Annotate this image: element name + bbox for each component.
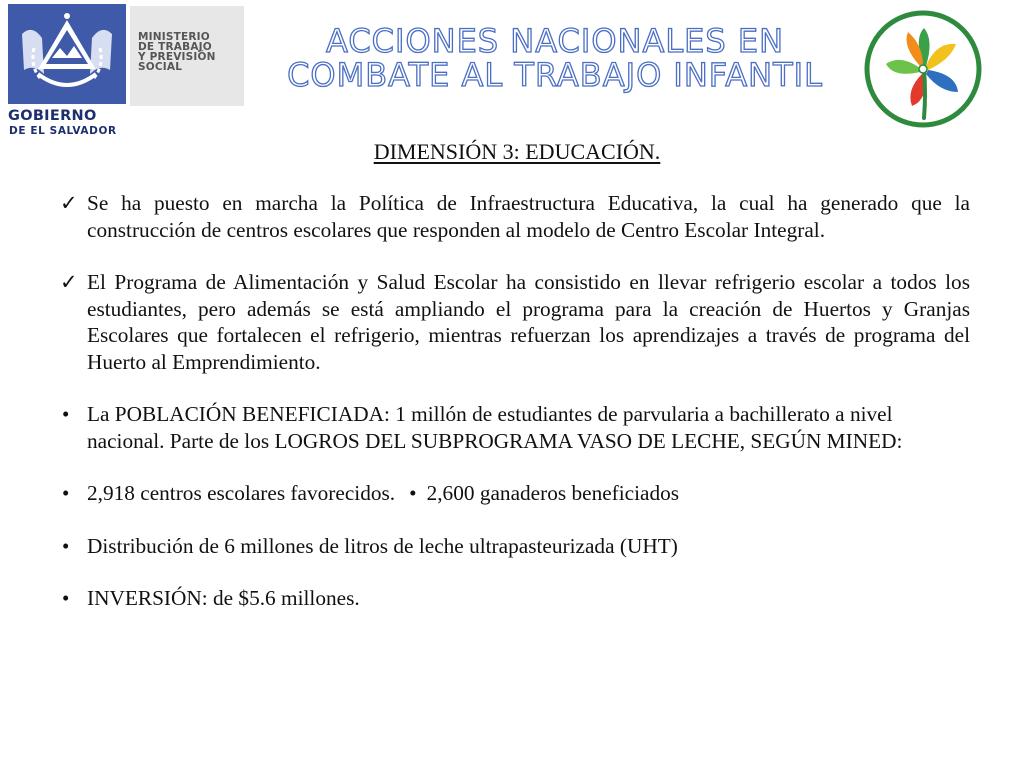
government-label: GOBIERNO <box>8 108 97 124</box>
bullet-icon: • <box>409 481 417 505</box>
ministry-name: MINISTERIO DE TRABAJO Y PREVISIÓN SOCIAL <box>138 31 216 73</box>
list-item <box>60 190 970 243</box>
seal-box <box>8 4 126 104</box>
content-list <box>60 190 970 638</box>
pinwheel-logo-icon <box>862 8 984 130</box>
section-heading: DIMENSIÓN 3: EDUCACIÓN. <box>373 139 661 164</box>
government-logo <box>8 4 244 138</box>
list-item <box>60 480 970 507</box>
list-item <box>60 585 970 612</box>
checkmark-icon: ✓ <box>60 270 78 294</box>
slide-title: ACCIONES NACIONALES EN COMBATE AL TRABAJO INFANTIL <box>287 22 823 94</box>
el-salvador-seal-icon <box>8 4 126 104</box>
list-item-text: Se ha puesto en marcha la Política de Infraestructura Educativa, la cual ha generado que la construcción de centros escolares que responden al modelo de Centro Escolar Integral. <box>87 191 970 242</box>
bullet-icon: • <box>62 586 70 610</box>
bullet-icon: • <box>62 481 70 505</box>
list-item-text: 2,600 ganaderos beneficiados <box>426 481 680 505</box>
bullet-icon: • <box>62 533 70 558</box>
checkmark-icon: ✓ <box>60 191 78 215</box>
ministry-box <box>130 6 244 106</box>
list-item <box>60 401 970 454</box>
list-item-text: 2,918 centros escolares favorecidos. <box>87 481 396 505</box>
bullet-icon: • <box>62 402 70 426</box>
list-item-text: Distribución de 6 millones de litros de leche ultrapasteurizada (UHT) <box>87 533 678 558</box>
list-item-text: La POBLACIÓN BENEFICIADA: 1 millón de estudiantes de parvularia a bachillerato a nivel nacional. Parte de los LOGROS DEL SUBPROGRAMA VASO DE LECHE, SEGÚN MINED: <box>87 402 903 453</box>
list-item-text: INVERSIÓN: de $5.6 millones. <box>87 586 360 610</box>
country-label: DE EL SALVADOR <box>9 125 117 137</box>
list-item <box>60 269 970 375</box>
list-item <box>60 533 970 560</box>
list-item-text: El Programa de Alimentación y Salud Escolar ha consistido en llevar refrigerio escolar a todos los estudiantes, pero además se está ampliando el programa para la creación de Huertos y Granjas Escolares que fortalecen el refrigerio, mientras refuerzan los aprendizajes a través de programa del Huerto al Emprendimiento. <box>87 270 970 374</box>
